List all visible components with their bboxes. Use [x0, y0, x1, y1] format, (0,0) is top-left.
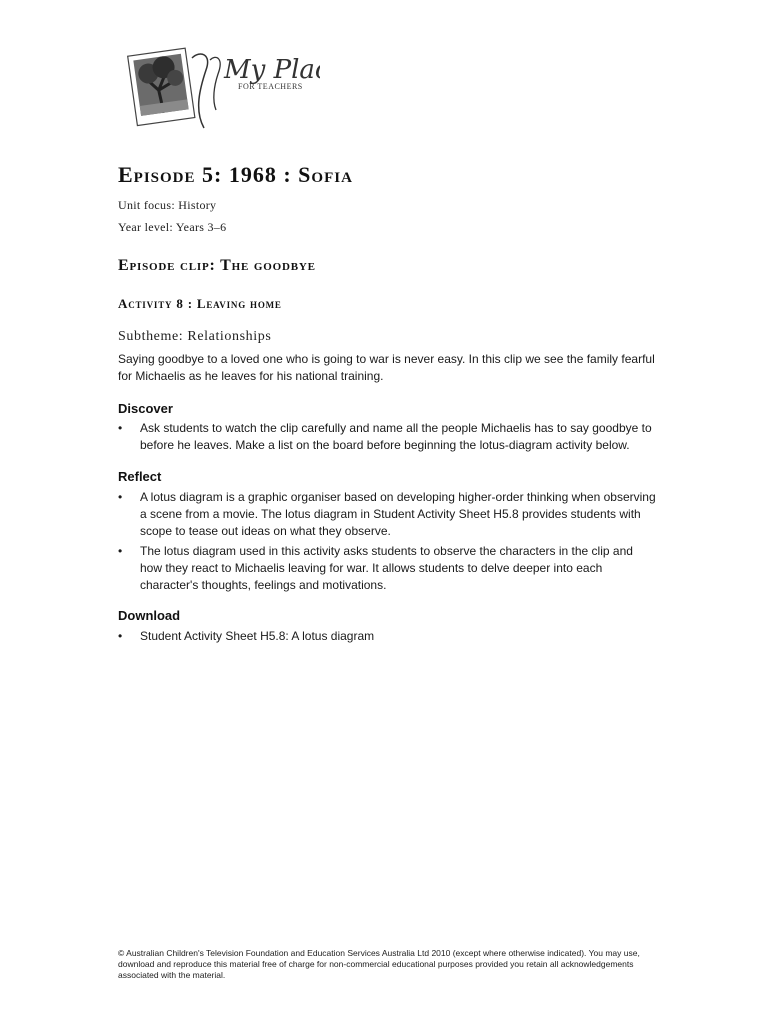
- copyright-footer: © Australian Children's Television Foundation and Education Services Australia Ltd 2010 (except where otherwise indicated). You may use, download and reproduce this material free of charge for non-commercial educational purposes provided you retain all acknowledgements associated with the material.: [118, 948, 640, 980]
- list-item-text: The lotus diagram used in this activity asks students to observe the characters in the clip and how they react to Michaelis leaving for war. It allows students to delve deeper into each character's thoughts, feelings and motivations.: [140, 544, 633, 592]
- subtheme-heading: Subtheme: Relationships: [118, 329, 272, 344]
- bullet-icon: •: [118, 629, 123, 643]
- download-heading: Download: [118, 608, 181, 623]
- intro-paragraph: Saying goodbye to a loved one who is going to war is never easy. In this clip we see the family fearful for Michaelis as he leaves for his national training.: [118, 352, 655, 383]
- download-link[interactable]: Student Activity Sheet H5.8: A lotus diagram: [140, 629, 375, 643]
- list-item: [118, 420, 658, 454]
- list-item-text: A lotus diagram is a graphic organiser based on developing higher-order thinking when observing a scene from a movie. The lotus diagram in Student Activity Sheet H5.8 provides students with scope to tease out ideas on what they observe.: [140, 490, 656, 538]
- discover-heading: Discover: [118, 401, 173, 416]
- bullet-icon: •: [118, 421, 123, 435]
- list-item: [118, 489, 658, 540]
- bullet-icon: •: [118, 544, 123, 558]
- logo-subtitle: FOR TEACHERS: [238, 82, 303, 91]
- unit-focus: Unit focus: History: [118, 198, 217, 212]
- list-item: [118, 628, 658, 645]
- activity-heading: Activity 8 : Leaving home: [118, 296, 282, 311]
- list-item: [118, 543, 658, 594]
- year-level: Year level: Years 3–6: [118, 220, 227, 234]
- list-item-text: Ask students to watch the clip carefully and name all the people Michaelis has to say goodbye to before he leaves. Make a list on the board before beginning the lotus-diagram activity below.: [140, 421, 652, 452]
- page-title: Episode 5: 1968 : Sofia: [118, 162, 353, 187]
- episode-clip-heading: Episode clip: The goodbye: [118, 257, 316, 274]
- reflect-heading: Reflect: [118, 469, 162, 484]
- bullet-icon: •: [118, 490, 123, 504]
- logo-script-text: My Pla: [224, 55, 315, 85]
